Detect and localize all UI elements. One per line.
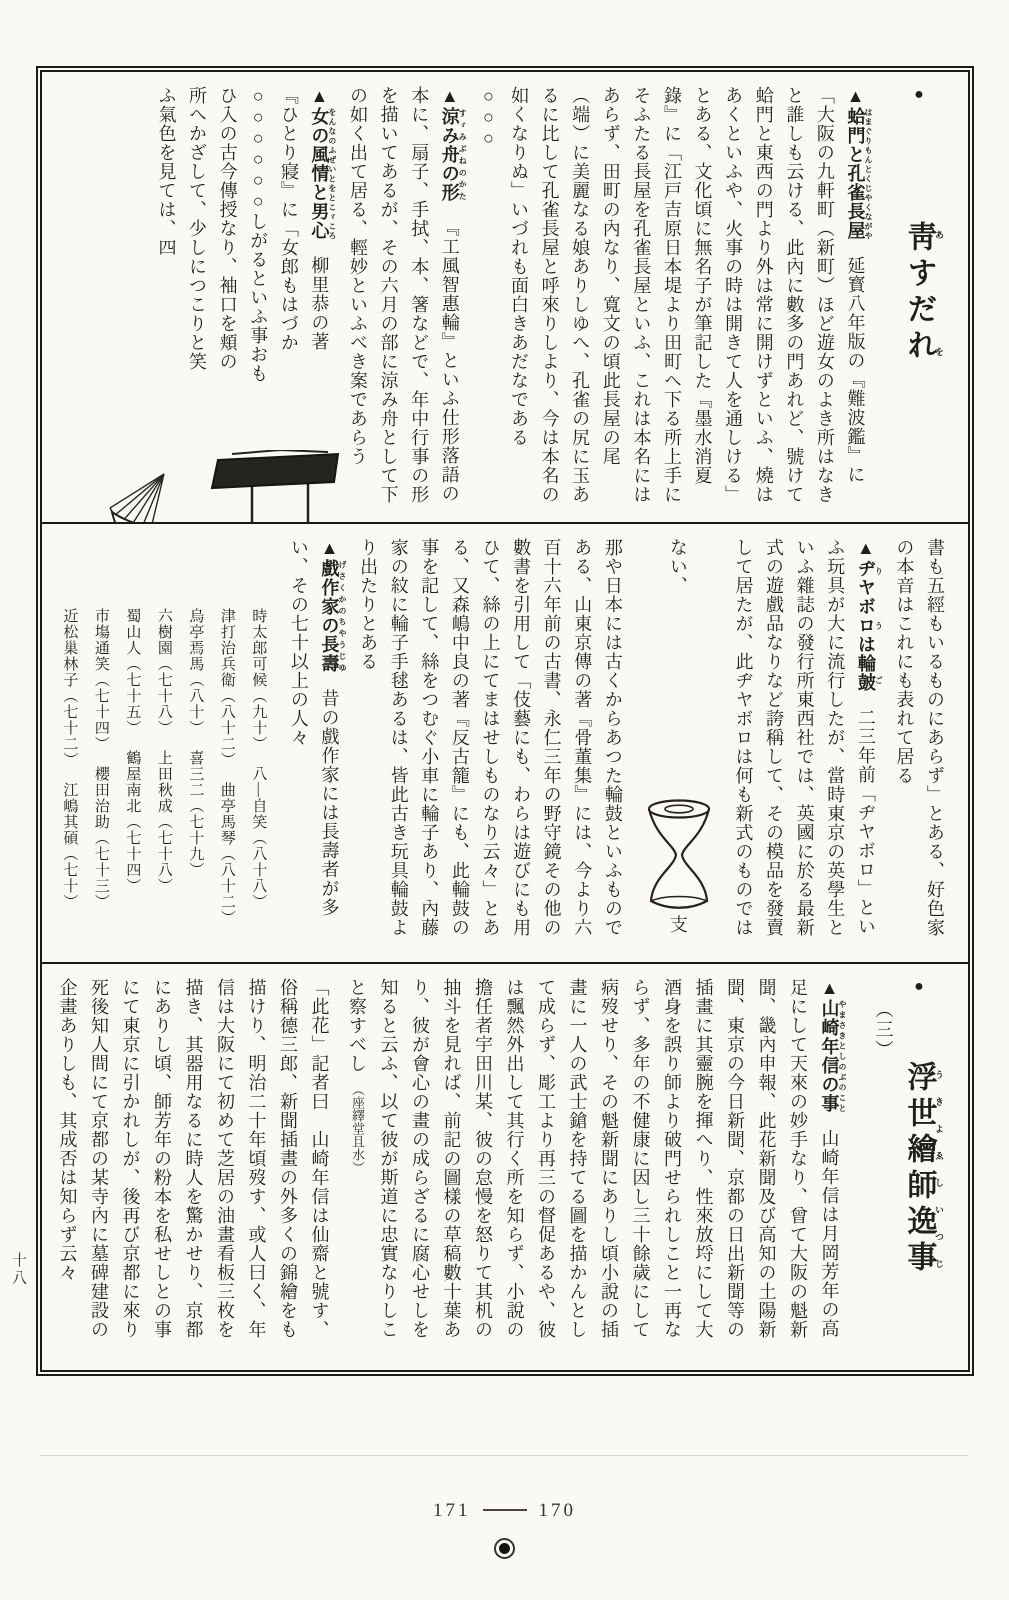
article-bullet-icon: ▲: [819, 978, 840, 999]
writer-entry: 八―自笑（八十八）: [250, 766, 267, 910]
article-body: 山崎年信は月岡芳年の高足にして天來の妙手なり、曾て大阪の魁新聞、畿內申報、此花新聞及び高知の土陽新聞、東京の今日新聞、京都の日出新聞等の插畫に其靈腕を揮へり、性來放埒にして大酒身を誤り師より破門せられしこと一再ならず、多年の不健康に因し三十餘歲にして病歿せり、その魁新聞にありし頃小說の插畫に一人の武士鎗を持てる圖を描かんとして成らず、彫工より再三の督促あるや、彼は飄然外出して其行く所を知らず、小說の擔任者宇田川某、彼の怠慢を怒りて其机の抽斗を見れば、前記の圖樣の草稿數十葉あり、彼が會心の畫の成らざるに腐心せしを知ると云ふ、以て彼が斯道に忠實なりしこと察すべし: [347, 978, 840, 1339]
sheet-number-marker: 十八: [10, 1252, 26, 1288]
boat-posts: [252, 482, 308, 524]
writer-entry: 蜀山人（七十五）: [124, 608, 141, 736]
writer-column: [179, 538, 211, 948]
writer-column: [53, 538, 85, 948]
section-title-text: 靑すだれ: [902, 221, 936, 365]
writer-entry: 烏亭焉馬（八十）: [187, 608, 204, 736]
writer-entry: 上田秋成（七十八）: [155, 750, 172, 894]
footer-divider: [40, 1455, 968, 1456]
article-heading: ▲蛤門と孔雀長屋はまぐりもんとくじやくながや: [845, 86, 873, 240]
writer-entry: 江嶋其碩（七十）: [61, 782, 78, 910]
article-body: 昔の戲作家には長壽者が多い、その七十以上の人々: [288, 538, 340, 917]
article-body: 二三年前「ヂヤボロ」といふ玩具が大に流行したが、當時東京の英學生といふ雜誌の發行所東西社では、英國に於る最新式の遊戲品なりなど誇稱して、その模品を發賣して居たが、此ヂヤボロは何も新式のものではない、: [667, 538, 876, 937]
section-diabolo: [42, 524, 968, 964]
article-gesakuka: [283, 538, 346, 948]
page-number-left: 171: [433, 1500, 471, 1521]
section-title: [897, 86, 945, 508]
section-ukiyoe: [42, 964, 968, 1370]
article-heading: ▲ヂヤボロは輪皷りうご: [855, 538, 884, 692]
writer-entry: 津打治兵衛（八十二）: [218, 608, 235, 768]
article-body: 延寳八年版の『難波鑑』に「大阪の九軒町（新町）ほど遊女のよき所はなきと誰しも云ける、此內に數多の門あれど、號けて蛤門と東西の門より外は常に開けずといふ、燒はあくといふや、火事の時は開きて人を通しける」とある、文化頃に無名子が筆記した『墨水消夏錄』に「江戸吉原日本堤より田町へ下る所上手にそふたる長屋を孔雀長屋といふ、これは本名にはあらず、田町の內なり、寬文の頃此長屋の尾（端）に美麗なる娘ありしゆへ、孔雀の尻に玉あるに比して孔雀長屋と呼來りしより、今は本名の如くなりぬ」いづれも面白きあだなである○○○: [478, 86, 866, 504]
writer-entry: 鶴屋南北（七十四）: [124, 750, 141, 894]
article-bullet-icon: ▲: [309, 86, 330, 107]
article-hamagurimon: [473, 86, 873, 508]
article-suzumibune: [342, 86, 466, 508]
article-heading: ▲涼み舟の形すゞみぶねのかた: [439, 86, 468, 202]
article-heading: ▲山崎年信の事やまさきとしのぶのこと: [819, 978, 847, 1113]
diabolo-drawing: [638, 795, 720, 915]
article-body: 「此花」記者曰 山崎年信は仙齋と號す、俗稱德三郎、新聞插畫の外多くの錦繪をも描けり、明治二十年頃歿す、或人曰く、年信は大阪にて初めて芝居の油畫看板三枚を描き、其器用なるに時人を驚かせり、京都にありし頃、師芳年の粉本を私せしとの事にて東京に引かれしが、後再び京都に來り死後知人間にて京都の某寺內に墓碑建設の企畫ありしも、其成否は知らず云々: [57, 978, 330, 1339]
printer-ornament-bullseye: [494, 1538, 515, 1559]
writer-entry: 六樹園（七十八）: [155, 608, 172, 736]
article-konohana-reporter: [51, 978, 335, 1356]
article-body-continued: 支那や日本には古くからあつた輪鼓といふものである、山東京傳の著『骨董集』には、今より六百十六年前の古書、永仁三年の野守鏡その他の數書を引用して「伎藝にも、わらは遊びにも用ひて、絲の上にてまはせしものなり云々」とある、又森嶋中良の著『反古籠』にも、此輪鼓の事を記して、絲をつむぐ小車に輪子あり、內藤家の紋に輪子手毬あるは、皆此古き玩具輪鼓より出たりとある: [358, 538, 688, 937]
article-diabolo: [353, 538, 883, 948]
writer-column: [210, 538, 242, 948]
writer-column: [84, 538, 116, 948]
section-title: [871, 978, 945, 1356]
writer-entry: 近松巢林子（七十二）: [61, 608, 78, 768]
writer-entry: 時太郎可候（九十）: [250, 608, 267, 752]
article-body: 柳里恭の著『ひとり寢』に「女郎もはづか○○○○○○しがるといふ事おもひ入の古今傳授なり、袖口を頬の所へかざして、少しにつこりと笑ふ氣色を見ては、四: [156, 86, 330, 383]
author-signature: （座繹堂且水）: [350, 1083, 365, 1174]
page-number-right: 170: [538, 1500, 576, 1521]
writer-column: [147, 538, 179, 948]
section-bullet-icon: ●: [910, 978, 928, 995]
pleasure-boat-drawing: [102, 450, 342, 524]
section-title-ruby: あを: [934, 221, 944, 365]
page-numbers: [0, 1500, 1009, 1522]
carryover-text: 書も五經もいるものにあらず」とある、好色家の本音はこれにも表れて居る: [894, 538, 945, 937]
longevity-writers-list: [53, 538, 274, 948]
article-bullet-icon: ▲: [855, 538, 876, 559]
section-bullet-icon: ●: [910, 86, 928, 103]
article-bullet-icon: ▲: [845, 86, 866, 107]
writer-entry: 市塲通笑（七十四）: [92, 608, 109, 752]
article-heading: ▲戲作家の長壽げさくかのちやうじゆ: [319, 538, 347, 673]
article-yamazaki-toshinobu: [341, 978, 847, 1356]
article-body: 『工風智惠輪』といふ仕形落語の本に、扇子、手拭、本、箸などで、年中行事の形を描いてあるが、その六月の部に涼み舟として下の如く出て居る、輕妙といふべき案であらう: [348, 86, 460, 504]
writer-entry: 曲亭馬琴（八十二）: [218, 782, 235, 926]
article-onna-fuzei: [151, 86, 337, 386]
boat-roof-ridge: [232, 450, 328, 454]
writer-column: [242, 538, 274, 948]
section-part-number: （三）: [873, 1000, 894, 1060]
page-number-dash: [483, 1509, 527, 1511]
writer-entry: 櫻田治助（七十三）: [92, 766, 109, 910]
section-aosudare: [42, 72, 968, 524]
writer-column: [116, 538, 148, 948]
writer-entry: 喜三二（七十九）: [187, 750, 204, 878]
article-bullet-icon: ▲: [319, 538, 340, 559]
boat-roof: [212, 454, 338, 488]
section-title-ruby: うきよゑしいつじ: [934, 1061, 944, 1277]
section-title-text: 浮世繪師逸事: [902, 1061, 936, 1277]
article-bullet-icon: ▲: [439, 86, 460, 107]
page-frame: [36, 66, 974, 1376]
article-heading: ▲女の風情と男心をんなのふぜいとをとこゞころ: [309, 86, 337, 240]
